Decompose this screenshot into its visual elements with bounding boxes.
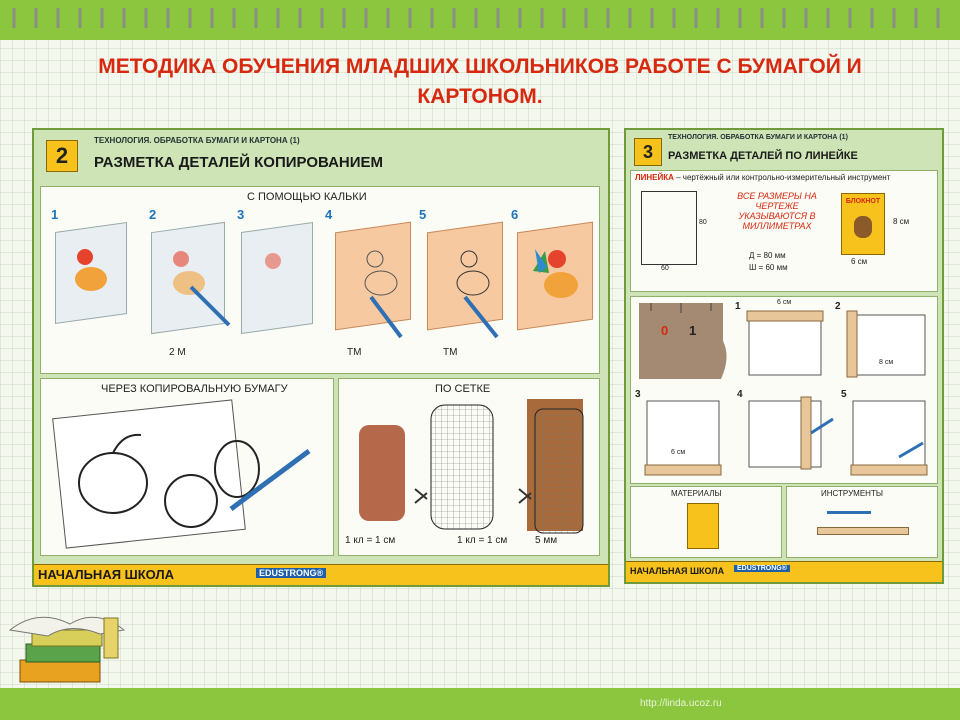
step-dimension: 8 см <box>879 359 894 366</box>
footer-brand: EDUSTRONG® <box>734 565 790 572</box>
ruler-digit: 1 <box>689 323 697 338</box>
tracing-section <box>40 186 600 374</box>
step-number: 2 <box>835 301 841 312</box>
ruler-icon <box>817 527 909 535</box>
poster-ruler <box>624 128 944 584</box>
pencil-grade-label: ТМ <box>443 347 458 358</box>
step-number: 4 <box>737 389 743 400</box>
dimension-note: ВСЕ РАЗМЕРЫ НА ЧЕРТЕЖЕ УКАЗЫВАЮТСЯ В МИЛЛИМЕТРАХ <box>737 191 817 231</box>
drawing-height: 80 <box>699 219 707 226</box>
pencil-grade-label: 2 М <box>169 347 186 358</box>
poster-subtitle: ТЕХНОЛОГИЯ. ОБРАБОТКА БУМАГИ И КАРТОНА (1) <box>94 136 300 145</box>
footer-school: НАЧАЛЬНАЯ ШКОЛА <box>630 566 725 576</box>
definition-text: – чертёжный или контрольно-измерительный инструмент <box>673 173 891 182</box>
books-icon <box>8 600 138 690</box>
rooster-icon <box>75 249 578 298</box>
step-number: 4 <box>325 207 333 222</box>
step-number: 1 <box>735 301 741 312</box>
definition <box>635 173 890 182</box>
dimension-length: Д = 80 мм <box>749 251 786 260</box>
grid-heading: ПО СЕТКЕ <box>435 383 491 395</box>
tools-label: ИНСТРУМЕНТЫ <box>821 489 883 498</box>
poster-tracing <box>32 128 610 587</box>
poster-number: 3 <box>634 138 662 166</box>
pencil-icon <box>827 511 871 514</box>
materials-label: МАТЕРИАЛЫ <box>671 489 722 498</box>
notebook-label: БЛОКНОТ <box>845 198 881 205</box>
carbon-drawing <box>41 379 333 555</box>
step-number: 5 <box>419 207 427 222</box>
materials-box <box>630 486 782 558</box>
carbon-heading: ЧЕРЕЗ КОПИРОВАЛЬНУЮ БУМАГУ <box>101 383 288 395</box>
pencil-icon <box>231 451 309 509</box>
poster-title: РАЗМЕТКА ДЕТАЛЕЙ ПО ЛИНЕЙКЕ <box>668 150 858 162</box>
ruler-definition-section <box>630 170 938 292</box>
step-number: 3 <box>635 389 641 400</box>
step-number: 5 <box>841 389 847 400</box>
poster-number: 2 <box>46 140 78 172</box>
step-number: 6 <box>511 207 519 222</box>
poster-footer <box>626 561 942 582</box>
footer-school: НАЧАЛЬНАЯ ШКОЛА <box>38 567 174 582</box>
grid-scale-note: 1 кл = 1 см <box>345 535 396 546</box>
dimension-width: Ш = 60 мм <box>749 263 788 272</box>
page-title: МЕТОДИКА ОБУЧЕНИЯ МЛАДШИХ ШКОЛЬНИКОВ РАБОТЕ С БУМАГОЙ И КАРТОНОМ. <box>98 55 862 108</box>
definition-term: ЛИНЕЙКА <box>635 173 674 182</box>
grid-scale-note: 1 кл = 1 см <box>457 535 508 546</box>
step-number: 1 <box>51 207 59 222</box>
drawing-width: 60 <box>661 265 669 272</box>
pencil-icon <box>191 287 497 337</box>
rooster-figures <box>41 187 599 373</box>
footer-url: http://linda.ucoz.ru <box>640 698 722 709</box>
notebook-rings <box>0 0 960 40</box>
pencil-grade-label: ТМ <box>347 347 362 358</box>
notebook-image <box>841 193 885 255</box>
grid-section <box>338 378 600 556</box>
carbon-section <box>40 378 334 556</box>
ruler-digit: 0 <box>661 323 669 338</box>
ruler-steps-section <box>630 296 938 484</box>
step-number: 3 <box>237 207 245 222</box>
footer-brand: EDUSTRONG® <box>256 568 326 578</box>
drawing-rectangle <box>641 191 697 265</box>
notebook-image <box>687 503 719 549</box>
grid-drawing <box>339 379 599 555</box>
notebook-width: 6 см <box>851 257 868 266</box>
poster-footer <box>34 564 608 585</box>
step-number: 2 <box>149 207 157 222</box>
step-dimension: 6 см <box>777 299 792 306</box>
cat-figure <box>359 425 405 521</box>
grid-scale-note: 5 мм <box>535 535 558 546</box>
monkey-icon <box>854 216 872 238</box>
step-dimension: 6 см <box>671 449 686 456</box>
tracing-heading: С ПОМОЩЬЮ КАЛЬКИ <box>247 191 367 203</box>
tools-box <box>786 486 938 558</box>
bottom-band <box>0 688 960 720</box>
notebook-height: 8 см <box>893 217 910 226</box>
poster-title: РАЗМЕТКА ДЕТАЛЕЙ КОПИРОВАНИЕМ <box>94 154 384 171</box>
poster-subtitle: ТЕХНОЛОГИЯ. ОБРАБОТКА БУМАГИ И КАРТОНА (1) <box>668 134 848 141</box>
